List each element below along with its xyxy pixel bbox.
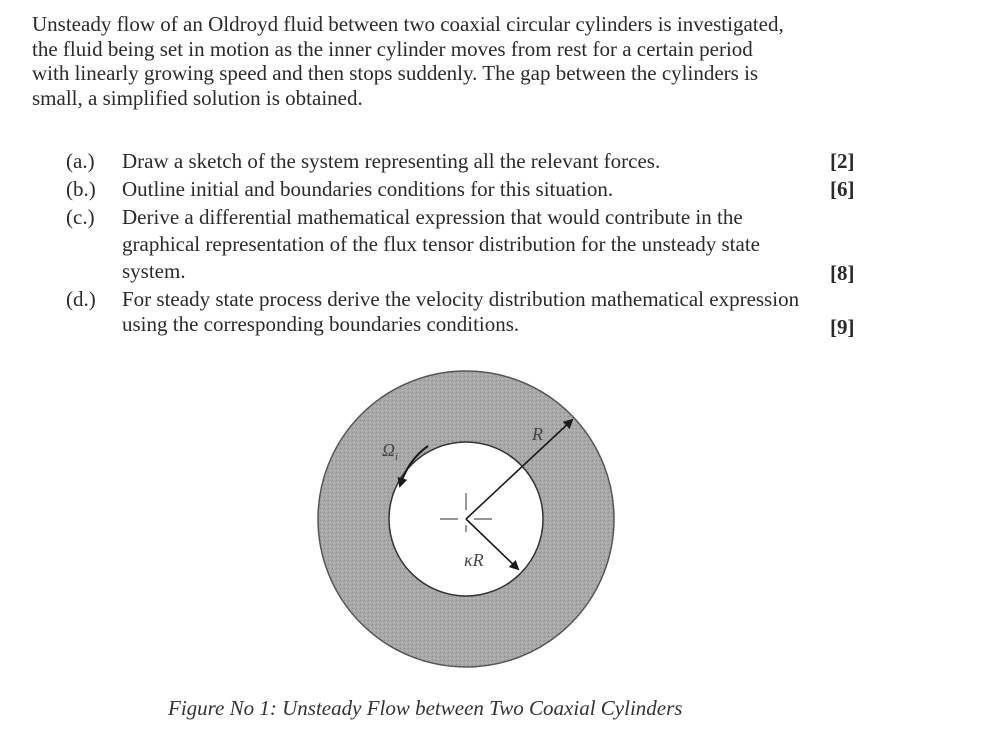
question-label: (c.) bbox=[66, 205, 95, 229]
rotation-subscript: i bbox=[395, 451, 399, 463]
question-text: Outline initial and boundaries conditions for this situation. bbox=[122, 177, 614, 201]
outer-radius-label: R bbox=[532, 424, 543, 444]
intro-line: with linearly growing speed and then stops suddenly. The gap between the cylinders is bbox=[32, 61, 759, 86]
intro-line: the fluid being set in motion as the inner cylinder moves from rest for a certain period bbox=[32, 36, 753, 61]
figure-caption: Figure No 1: Unsteady Flow between Two Coaxial Cylinders bbox=[168, 696, 683, 720]
intro-line: small, a simplified solution is obtained. bbox=[32, 85, 363, 110]
question-label: (a.) bbox=[66, 149, 95, 173]
question-text: Derive a differential mathematical expression that would contribute in the bbox=[122, 205, 743, 229]
question-text: Draw a sketch of the system representing all the relevant forces. bbox=[122, 149, 661, 173]
question-label: (b.) bbox=[66, 177, 96, 201]
question-marks: [2] bbox=[830, 149, 855, 173]
question-label: (d.) bbox=[66, 287, 96, 311]
question-marks: [8] bbox=[830, 261, 855, 285]
coaxial-cylinders-figure bbox=[300, 360, 650, 680]
rotation-symbol: Ω bbox=[382, 440, 396, 460]
problem-statement bbox=[32, 12, 932, 110]
question-text: system. bbox=[122, 259, 186, 283]
cylinders-diagram bbox=[300, 360, 650, 680]
question-text: graphical representation of the flux tensor distribution for the unsteady state bbox=[122, 232, 760, 256]
intro-line: Unsteady flow of an Oldroyd fluid between two coaxial circular cylinders is investigated, bbox=[32, 12, 784, 36]
question-marks: [9] bbox=[830, 315, 855, 339]
question-text: using the corresponding boundaries conditions. bbox=[122, 312, 520, 336]
question-marks: [6] bbox=[830, 177, 855, 201]
inner-radius-label: κR bbox=[464, 550, 484, 570]
question-text: For steady state process derive the velocity distribution mathematical expression bbox=[122, 287, 800, 311]
